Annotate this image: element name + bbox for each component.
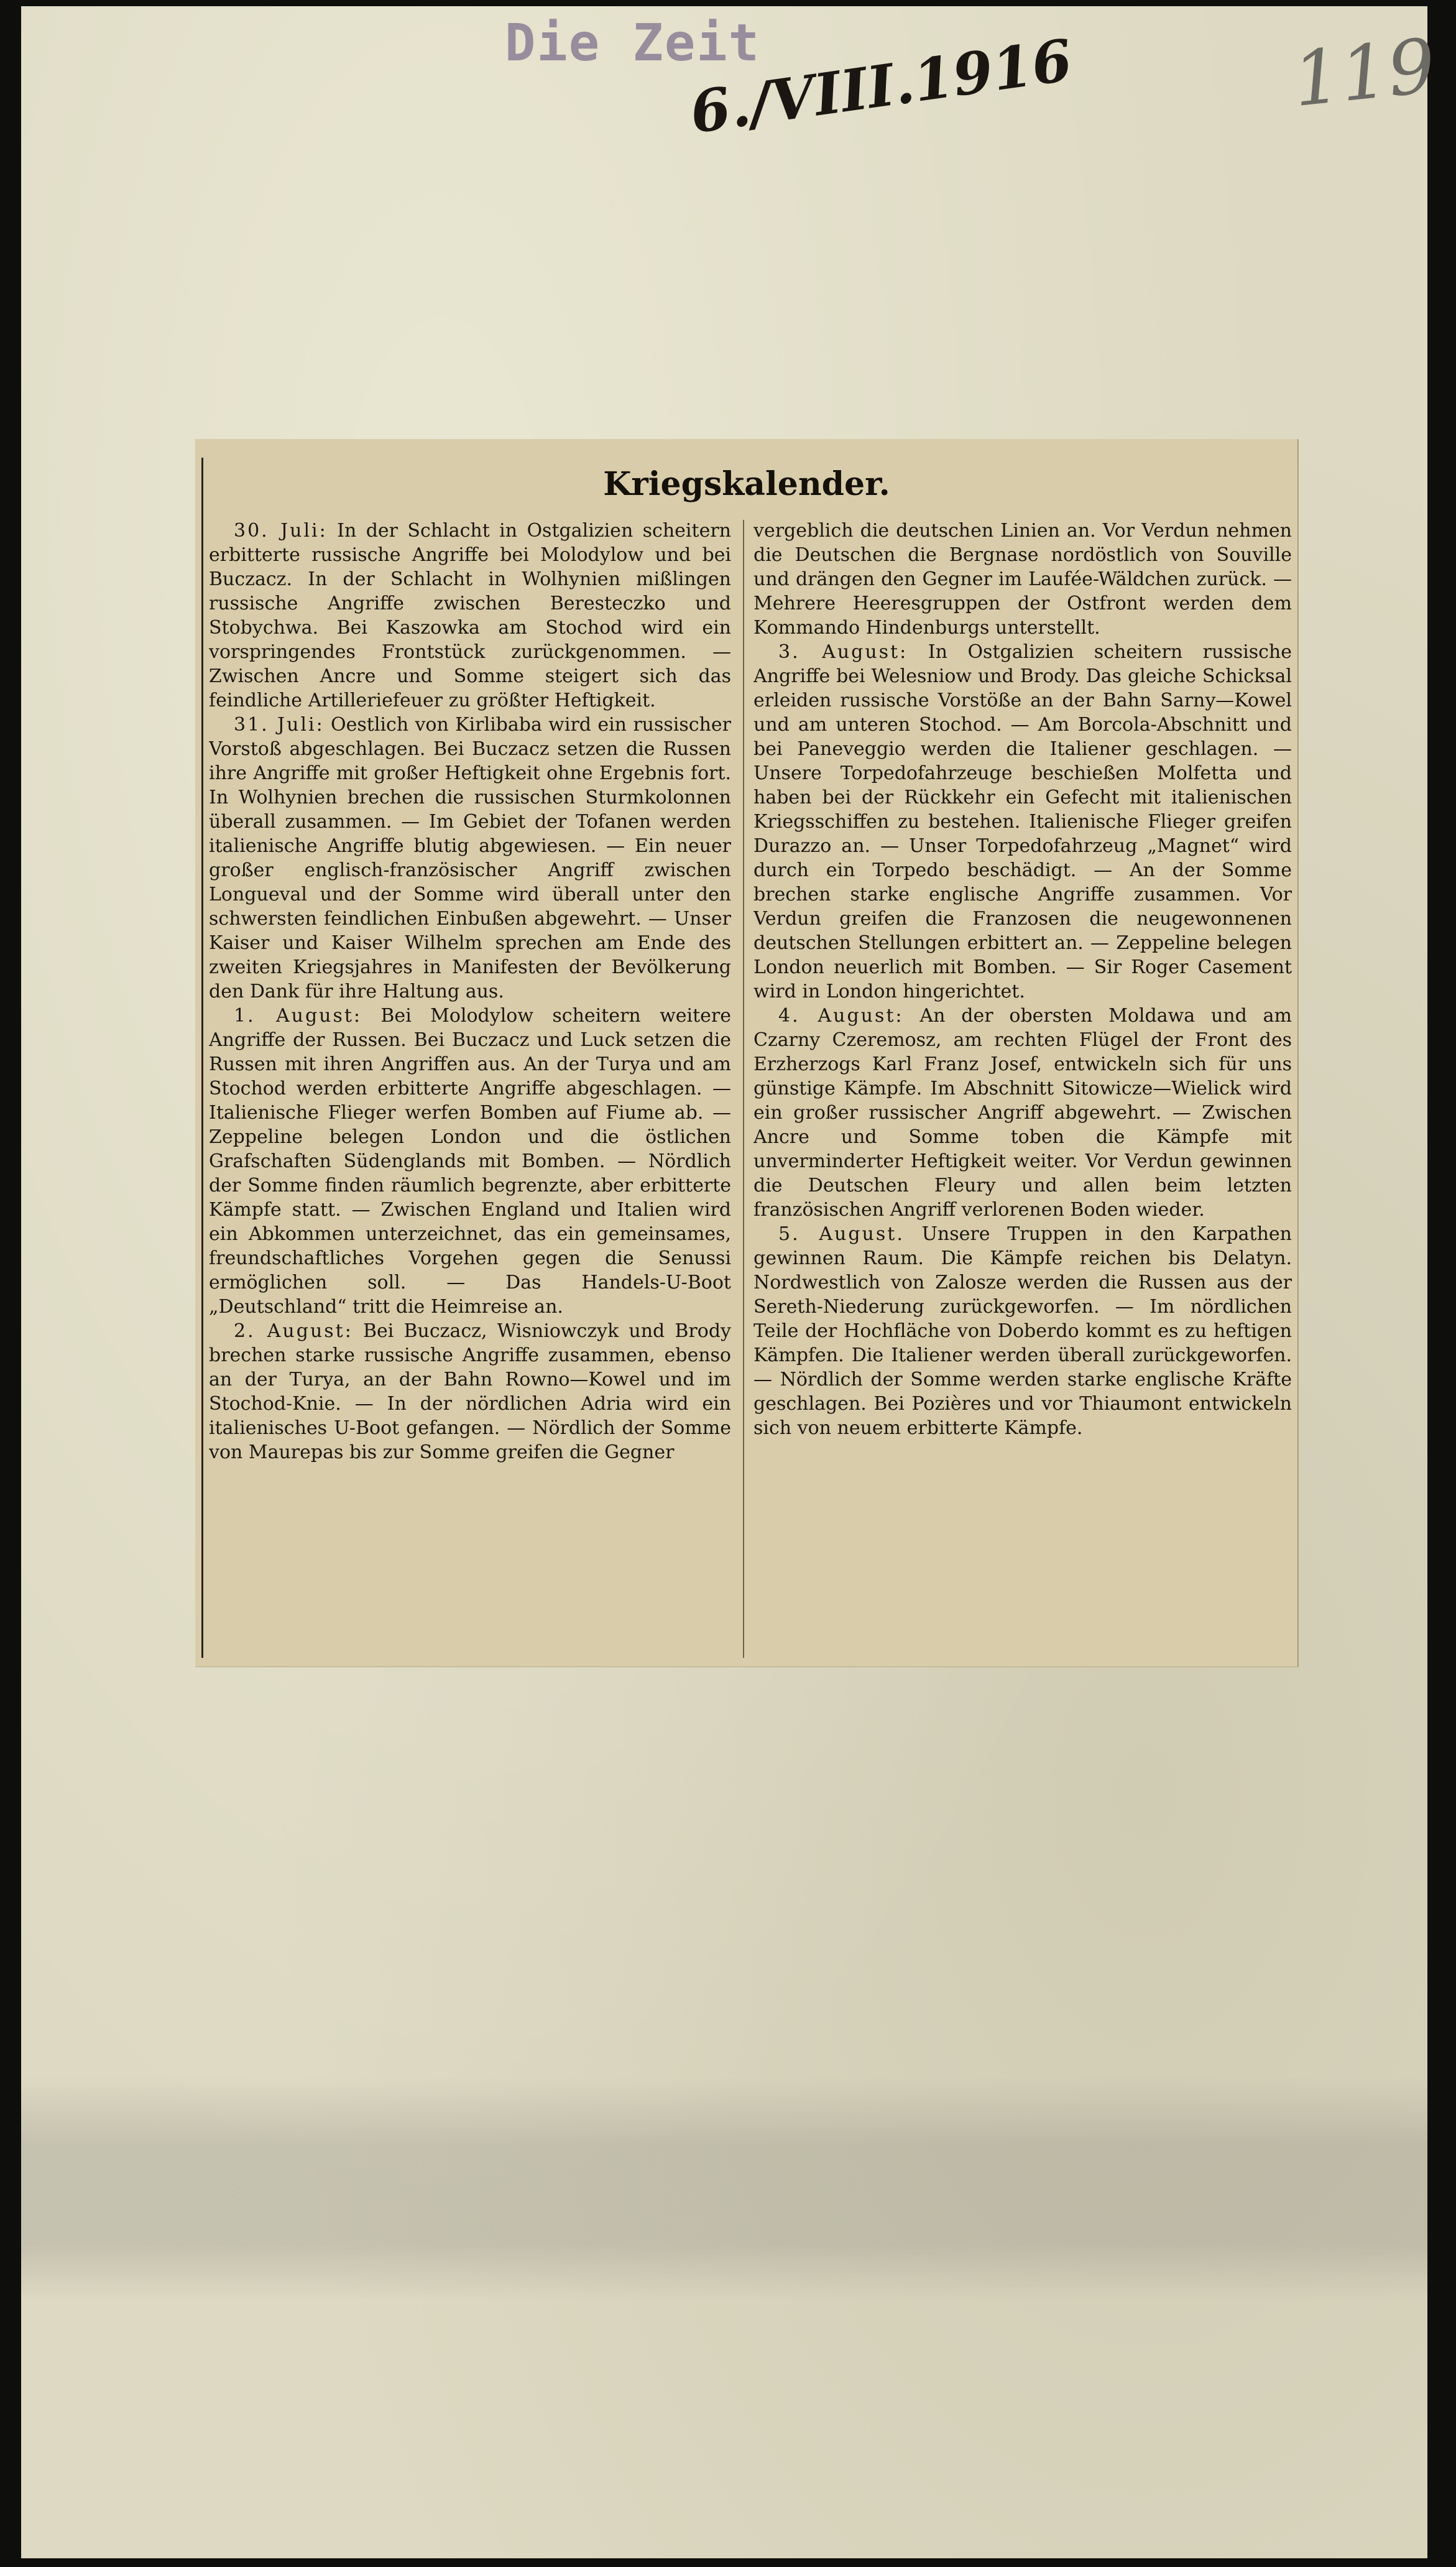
entry-jul-31: [209, 713, 731, 1004]
entry-date: 5. August.: [778, 1223, 905, 1245]
right-column: [753, 519, 1292, 1657]
entry-jul-30: [209, 519, 731, 713]
scan-shadow-band: [21, 2077, 1427, 2301]
entry-aug-4: [753, 1004, 1292, 1222]
entry-date: 3. August:: [778, 641, 908, 663]
newspaper-clipping: [195, 439, 1298, 1667]
handwritten-page-number: 119: [1289, 22, 1440, 124]
handwritten-date: 6./VIII.1916: [686, 26, 1076, 147]
entry-date: 4. August:: [778, 1005, 904, 1027]
left-border-rule: [201, 458, 203, 1658]
entry-text: Bei Buczacz, Wisniowczyk und Brody brechen starke russische Angriffe zusammen, ebenso an der Turya, an der Bahn Rowno—Kowel und im Stochod-Knie. — In der nördlichen Adria wird ein italienisches U-Boot gefangen. — Nördlich der Somme von Maurepas bis zur Somme greifen die Gegner: [209, 1320, 731, 1463]
entry-text: In Ostgalizien scheitern russische Angriffe bei Welesniow und Brody. Das gleiche Schicksal erleiden russische Vorstöße an der Bahn Sarny—Kowel und am unteren Stochod. — Am Borcola-Abschnitt und bei Paneveggio werden die Italiener geschlagen. — Unsere Torpedofahrzeuge beschießen Molfetta und haben bei der Rückkehr ein Gefecht mit italienischen Kriegsschiffen zu bestehen. Italienische Flieger greifen Durazzo an. — Unser Torpedofahrzeug „Magnet“ wird durch ein Torpedo beschädigt. — An der Somme brechen starke englische Angriffe zusammen. Vor Verdun greifen die Franzosen die neugewonnenen deutschen Stellungen erbittert an. — Zeppeline belegen London neuerlich mit Bomben. — Sir Roger Casement wird in London hingerichtet.: [753, 641, 1292, 1002]
entry-aug-5: [753, 1222, 1292, 1440]
entry-aug-1: [209, 1004, 731, 1319]
entry-date: 30. Juli:: [234, 520, 328, 542]
newspaper-stamp: Die Zeit: [505, 14, 760, 73]
entry-text: An der obersten Moldawa und am Czarny Czeremosz, am rechten Flügel der Front des Erzherzogs Karl Franz Josef, entwickeln sich für uns günstige Kämpfe. Im Abschnitt Sitowicze—Wielick wird ein großer russischer Angriff abgewehrt. — Zwischen Ancre und Somme toben die Kämpfe mit unverminderter Heftigkeit weiter. Vor Verdun gewinnen die Deutschen Fleury und allen beim letzten französischen Angriff verlorenen Boden wieder.: [753, 1005, 1292, 1221]
entry-date: 2. August:: [234, 1320, 353, 1342]
entry-text: In der Schlacht in Ostgalizien scheitern erbitterte russische Angriffe bei Molodylow und bei Buczacz. In der Schlacht in Wolhynien mißlingen russische Angriffe zwischen Beresteczko und Stobychwa. Bei Kaszowka am Stochod wird ein vorspringendes Frontstück zurückgenommen. — Zwischen Ancre und Somme steigert sich das feindliche Artilleriefeuer zu größter Heftigkeit.: [209, 520, 731, 711]
entry-aug-3: [753, 640, 1292, 1004]
entry-aug-2-continued: [753, 519, 1292, 640]
article-title: Kriegskalender.: [603, 465, 890, 503]
entry-text: vergeblich die deutschen Linien an. Vor Verdun nehmen die Deutschen die Bergnase nordöstlich von Souville und drängen den Gegner im Laufée-Wäldchen zurück. — Mehrere Heeresgruppen der Ostfront werden dem Kommando Hindenburgs unterstellt.: [753, 520, 1292, 639]
column-divider: [743, 520, 744, 1658]
entry-aug-2: [209, 1319, 731, 1464]
entry-text: Bei Molodylow scheitern weitere Angriffe der Russen. Bei Buczacz und Luck setzen die Russen mit ihren Angriffen aus. An der Turya und am Stochod werden erbitterte Angriffe abgeschlagen. — Italienische Flieger werfen Bomben auf Fiume ab. — Zeppeline belegen London und die östlichen Grafschaften Südenglands mit Bomben. — Nördlich der Somme finden räumlich begrenzte, aber erbitterte Kämpfe statt. — Zwischen England und Italien wird ein Abkommen unterzeichnet, das ein gemeinsames, freundschaftliches Vorgehen gegen die Senussi ermöglichen soll. — Das Handels-U-Boot „Deutschland“ tritt die Heimreise an.: [209, 1005, 731, 1318]
entry-text: Unsere Truppen in den Karpathen gewinnen Raum. Die Kämpfe reichen bis Delatyn. Nordwestlich von Zalosze werden die Russen aus der Sereth-Niederung zurückgeworfen. — Im nördlichen Teile der Hochfläche von Doberdo kommt es zu heftigen Kämpfen. Die Italiener werden überall zurückgeworfen. — Nördlich der Somme werden starke englische Kräfte geschlagen. Bei Pozières und vor Thiaumont entwickeln sich von neuem erbitterte Kämpfe.: [753, 1223, 1292, 1439]
entry-date: 1. August:: [234, 1005, 362, 1027]
left-column: [209, 519, 731, 1657]
entry-date: 31. Juli:: [234, 714, 325, 736]
entry-text: Oestlich von Kirlibaba wird ein russischer Vorstoß abgeschlagen. Bei Buczacz setzen die Russen ihre Angriffe mit großer Heftigkeit ohne Ergebnis fort. In Wolhynien brechen die russischen Sturmkolonnen überall zusammen. — Im Gebiet der Tofanen werden italienische Angriffe blutig abgewiesen. — Ein neuer großer englisch-französischer Angriff zwischen Longueval und der Somme wird überall unter den schwersten feindlichen Einbußen abgewehrt. — Unser Kaiser und Kaiser Wilhelm sprechen am Ende des zweiten Kriegsjahres in Manifesten der Bevölkerung den Dank für ihre Haltung aus.: [209, 714, 731, 1002]
